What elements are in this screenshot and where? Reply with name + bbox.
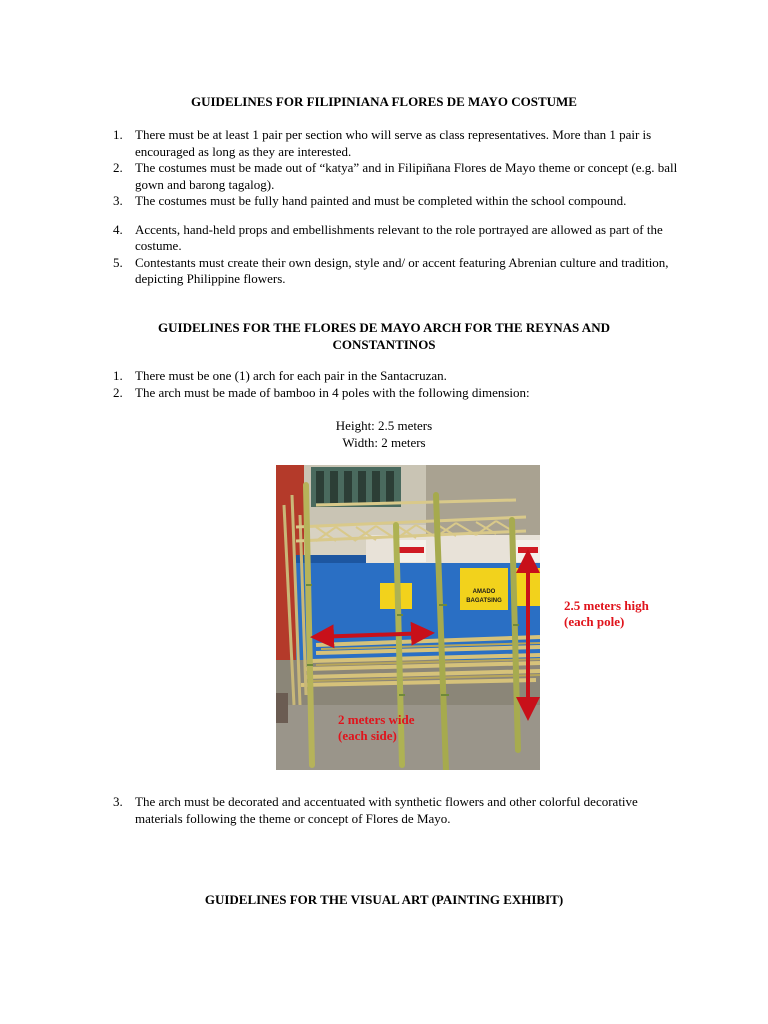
visual-art-guidelines-heading: GUIDELINES FOR THE VISUAL ART (PAINTING EXHIBIT) (204, 892, 564, 907)
arch-guidelines-list-continued (0, 794, 680, 827)
list-item: 3. The costumes must be fully hand painted and must be completed within the school compound. (113, 193, 627, 208)
list-item-text: The costumes must be made out of “katya” and in Filipiñana Flores de Mayo theme or concept (e.g. ball gown and barong tagalog). (135, 160, 678, 192)
costume-guidelines-heading: GUIDELINES FOR FILIPINIANA FLORES DE MAYO COSTUME (191, 94, 577, 109)
list-item-text: There must be at least 1 pair per section who will serve as class representatives. More than 1 pair is encouraged as long as they are interested. (135, 127, 652, 159)
list-item-text: The arch must be made of bamboo in 4 poles with the following dimension: (135, 384, 530, 400)
arch-width-spec: Width: 2 meters (342, 435, 426, 450)
list-item: 2. The costumes must be made out of “katya” and in Filipiñana Flores de Mayo theme or concept (e.g. ball gown and barong tagalog). (113, 160, 678, 192)
list-item-text: The costumes must be fully hand painted and must be completed within the school compound. (135, 193, 627, 208)
list-item: 4. Accents, hand-held props and embellishments relevant to the role portrayed are allowed as part of the costume. (113, 221, 663, 253)
list-item-text: Contestants must create their own design, style and/ or accent featuring Abrenian culture and tradition, depicting Philippine flowers. (135, 254, 669, 286)
list-item-text: There must be one (1) arch for each pair in the Santacruzan. (135, 368, 447, 383)
list-item: 2. The arch must be made of bamboo in 4 poles with the following dimension: (113, 384, 530, 400)
costume-guidelines-list (0, 127, 680, 288)
arch-guidelines-list (0, 368, 680, 401)
svg-text:AMADO: AMADO (472, 589, 496, 595)
svg-text:BAGATSING: BAGATSING (466, 598, 502, 604)
list-item-text: Accents, hand-held props and embellishments relevant to the role portrayed are allowed as part of the costume. (135, 221, 663, 253)
list-item: 5. Contestants must create their own design, style and/ or accent featuring Abrenian culture and tradition, depicting Philippine flowers. (113, 254, 669, 286)
list-item-text: The arch must be decorated and accentuated with synthetic flowers and other colorful decorative materials following the theme or concept of Flores de Mayo. (135, 794, 638, 826)
width-label: 2 meters wide (each side) (338, 712, 415, 743)
list-item: 3. The arch must be decorated and accentuated with synthetic flowers and other colorful decorative materials following the theme or concept of Flores de Mayo. (113, 794, 638, 826)
list-item: 1. There must be at least 1 pair per section who will serve as class representatives. More than 1 pair is encouraged as long as they are interested. (113, 127, 652, 159)
arch-guidelines-heading: GUIDELINES FOR THE FLORES DE MAYO ARCH FOR THE REYNAS AND CONSTANTINOS (158, 320, 610, 352)
arch-height-spec: Height: 2.5 meters (335, 418, 433, 433)
height-label: 2.5 meters high (each pole) (564, 598, 649, 629)
list-item: 1. There must be one (1) arch for each pair in the Santacruzan. (113, 368, 447, 383)
